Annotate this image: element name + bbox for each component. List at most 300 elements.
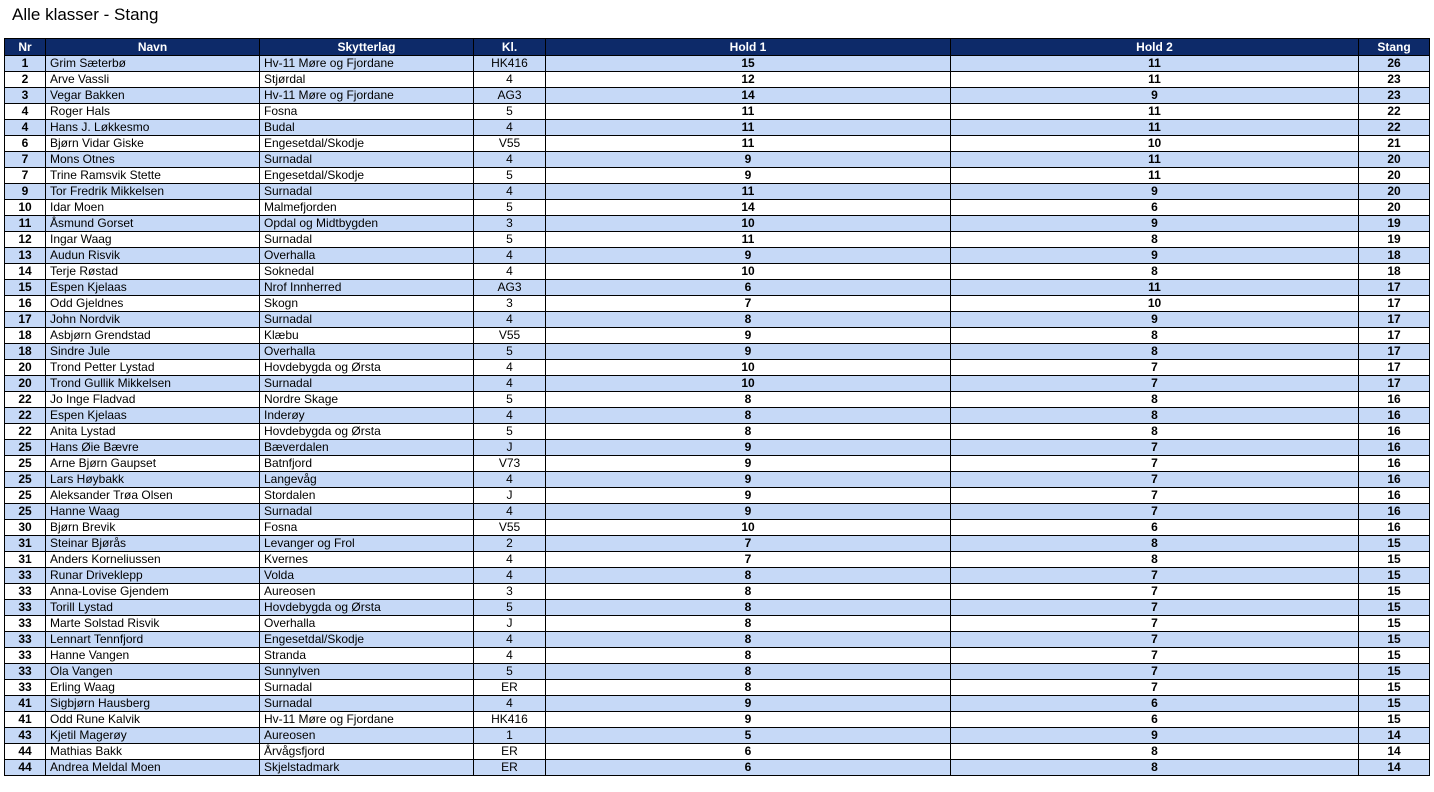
cell-hold-2: 9 xyxy=(951,248,1359,264)
cell-total: 16 xyxy=(1359,504,1430,520)
cell-name: Trine Ramsvik Stette xyxy=(46,168,260,184)
cell-rank: 7 xyxy=(5,152,46,168)
cell-name: Åsmund Gorset xyxy=(46,216,260,232)
table-row xyxy=(5,104,1430,120)
cell-total: 17 xyxy=(1359,312,1430,328)
cell-rank: 14 xyxy=(5,264,46,280)
cell-hold-1: 6 xyxy=(546,744,951,760)
cell-hold-2: 7 xyxy=(951,584,1359,600)
cell-hold-1: 11 xyxy=(546,136,951,152)
cell-total: 15 xyxy=(1359,648,1430,664)
table-row xyxy=(5,232,1430,248)
cell-hold-1: 7 xyxy=(546,536,951,552)
cell-class: 4 xyxy=(474,120,546,136)
cell-hold-1: 10 xyxy=(546,520,951,536)
cell-club: Overhalla xyxy=(260,344,474,360)
table-row xyxy=(5,760,1430,776)
cell-class: 5 xyxy=(474,344,546,360)
cell-rank: 33 xyxy=(5,584,46,600)
cell-club: Nordre Skage xyxy=(260,392,474,408)
cell-class: 5 xyxy=(474,600,546,616)
cell-class: 4 xyxy=(474,696,546,712)
table-row xyxy=(5,392,1430,408)
cell-class: V55 xyxy=(474,520,546,536)
cell-name: Tor Fredrik Mikkelsen xyxy=(46,184,260,200)
cell-class: 5 xyxy=(474,168,546,184)
table-row xyxy=(5,648,1430,664)
cell-hold-2: 11 xyxy=(951,120,1359,136)
cell-hold-1: 14 xyxy=(546,200,951,216)
cell-club: Malmefjorden xyxy=(260,200,474,216)
cell-rank: 25 xyxy=(5,504,46,520)
cell-hold-1: 8 xyxy=(546,600,951,616)
cell-hold-1: 8 xyxy=(546,648,951,664)
cell-club: Fosna xyxy=(260,104,474,120)
cell-hold-1: 9 xyxy=(546,456,951,472)
cell-total: 16 xyxy=(1359,392,1430,408)
cell-hold-2: 9 xyxy=(951,312,1359,328)
cell-total: 14 xyxy=(1359,744,1430,760)
table-row xyxy=(5,632,1430,648)
cell-hold-1: 10 xyxy=(546,264,951,280)
table-row xyxy=(5,72,1430,88)
cell-hold-2: 7 xyxy=(951,632,1359,648)
cell-name: Asbjørn Grendstad xyxy=(46,328,260,344)
table-row xyxy=(5,552,1430,568)
cell-club: Surnadal xyxy=(260,680,474,696)
cell-name: Odd Rune Kalvik xyxy=(46,712,260,728)
cell-club: Aureosen xyxy=(260,584,474,600)
cell-rank: 4 xyxy=(5,104,46,120)
table-row xyxy=(5,584,1430,600)
cell-class: ER xyxy=(474,680,546,696)
cell-class: 4 xyxy=(474,264,546,280)
table-row xyxy=(5,376,1430,392)
header-name[interactable]: Navn xyxy=(46,39,260,56)
cell-name: Trond Petter Lystad xyxy=(46,360,260,376)
cell-total: 15 xyxy=(1359,568,1430,584)
header-hold-2[interactable]: Hold 2 xyxy=(951,39,1359,56)
cell-rank: 1 xyxy=(5,56,46,72)
cell-rank: 4 xyxy=(5,120,46,136)
cell-hold-1: 8 xyxy=(546,568,951,584)
cell-total: 19 xyxy=(1359,232,1430,248)
cell-total: 23 xyxy=(1359,88,1430,104)
cell-club: Hovdebygda og Ørsta xyxy=(260,424,474,440)
cell-hold-2: 7 xyxy=(951,648,1359,664)
cell-total: 22 xyxy=(1359,104,1430,120)
table-row xyxy=(5,712,1430,728)
cell-total: 17 xyxy=(1359,280,1430,296)
cell-name: Sigbjørn Hausberg xyxy=(46,696,260,712)
cell-class: 4 xyxy=(474,152,546,168)
cell-total: 16 xyxy=(1359,440,1430,456)
cell-name: Espen Kjelaas xyxy=(46,280,260,296)
cell-hold-1: 10 xyxy=(546,360,951,376)
cell-hold-1: 8 xyxy=(546,632,951,648)
cell-total: 17 xyxy=(1359,328,1430,344)
cell-club: Surnadal xyxy=(260,184,474,200)
cell-hold-1: 8 xyxy=(546,680,951,696)
cell-hold-1: 14 xyxy=(546,88,951,104)
table-row xyxy=(5,88,1430,104)
cell-hold-2: 7 xyxy=(951,440,1359,456)
cell-name: Hanne Vangen xyxy=(46,648,260,664)
cell-club: Hovdebygda og Ørsta xyxy=(260,600,474,616)
table-row xyxy=(5,408,1430,424)
cell-rank: 15 xyxy=(5,280,46,296)
cell-name: Ola Vangen xyxy=(46,664,260,680)
cell-rank: 33 xyxy=(5,648,46,664)
cell-club: Bæverdalen xyxy=(260,440,474,456)
cell-club: Surnadal xyxy=(260,232,474,248)
cell-rank: 12 xyxy=(5,232,46,248)
header-club[interactable]: Skytterlag xyxy=(260,39,474,56)
cell-rank: 20 xyxy=(5,376,46,392)
cell-hold-2: 7 xyxy=(951,488,1359,504)
cell-class: 4 xyxy=(474,376,546,392)
cell-rank: 41 xyxy=(5,712,46,728)
cell-rank: 30 xyxy=(5,520,46,536)
cell-name: Erling Waag xyxy=(46,680,260,696)
cell-hold-1: 9 xyxy=(546,344,951,360)
cell-class: 5 xyxy=(474,424,546,440)
cell-class: 2 xyxy=(474,536,546,552)
cell-class: 5 xyxy=(474,232,546,248)
cell-class: V55 xyxy=(474,328,546,344)
cell-total: 15 xyxy=(1359,600,1430,616)
cell-rank: 6 xyxy=(5,136,46,152)
cell-rank: 41 xyxy=(5,696,46,712)
table-row xyxy=(5,696,1430,712)
cell-class: 4 xyxy=(474,248,546,264)
header-total[interactable]: Stang xyxy=(1359,39,1430,56)
page-title: Alle klasser - Stang xyxy=(12,5,159,24)
cell-club: Overhalla xyxy=(260,616,474,632)
cell-total: 15 xyxy=(1359,696,1430,712)
cell-hold-1: 8 xyxy=(546,424,951,440)
cell-name: Bjørn Brevik xyxy=(46,520,260,536)
cell-hold-2: 7 xyxy=(951,616,1359,632)
cell-club: Overhalla xyxy=(260,248,474,264)
cell-hold-2: 8 xyxy=(951,536,1359,552)
cell-name: Arne Bjørn Gaupset xyxy=(46,456,260,472)
cell-class: 4 xyxy=(474,72,546,88)
cell-total: 16 xyxy=(1359,424,1430,440)
cell-hold-1: 7 xyxy=(546,296,951,312)
cell-hold-1: 9 xyxy=(546,440,951,456)
cell-club: Levanger og Frol xyxy=(260,536,474,552)
cell-total: 20 xyxy=(1359,168,1430,184)
cell-hold-2: 7 xyxy=(951,600,1359,616)
cell-class: ER xyxy=(474,744,546,760)
cell-rank: 16 xyxy=(5,296,46,312)
cell-rank: 7 xyxy=(5,168,46,184)
cell-class: 4 xyxy=(474,312,546,328)
cell-hold-2: 8 xyxy=(951,328,1359,344)
cell-hold-2: 7 xyxy=(951,360,1359,376)
cell-hold-2: 7 xyxy=(951,680,1359,696)
table-row xyxy=(5,520,1430,536)
cell-club: Hv-11 Møre og Fjordane xyxy=(260,56,474,72)
cell-name: Steinar Bjørås xyxy=(46,536,260,552)
cell-total: 15 xyxy=(1359,712,1430,728)
cell-hold-2: 11 xyxy=(951,104,1359,120)
cell-rank: 18 xyxy=(5,328,46,344)
table-row xyxy=(5,600,1430,616)
cell-club: Årvågsfjord xyxy=(260,744,474,760)
cell-rank: 2 xyxy=(5,72,46,88)
cell-class: AG3 xyxy=(474,280,546,296)
cell-rank: 33 xyxy=(5,680,46,696)
cell-rank: 33 xyxy=(5,616,46,632)
cell-hold-2: 9 xyxy=(951,216,1359,232)
cell-hold-1: 8 xyxy=(546,664,951,680)
cell-total: 18 xyxy=(1359,248,1430,264)
cell-name: Jo Inge Fladvad xyxy=(46,392,260,408)
cell-hold-1: 8 xyxy=(546,408,951,424)
cell-club: Skogn xyxy=(260,296,474,312)
cell-rank: 3 xyxy=(5,88,46,104)
cell-total: 20 xyxy=(1359,184,1430,200)
cell-class: 5 xyxy=(474,104,546,120)
cell-club: Surnadal xyxy=(260,152,474,168)
cell-hold-2: 9 xyxy=(951,184,1359,200)
cell-hold-2: 6 xyxy=(951,520,1359,536)
cell-hold-1: 5 xyxy=(546,728,951,744)
cell-hold-1: 11 xyxy=(546,120,951,136)
cell-rank: 11 xyxy=(5,216,46,232)
cell-hold-2: 8 xyxy=(951,392,1359,408)
cell-club: Engesetdal/Skodje xyxy=(260,632,474,648)
cell-rank: 33 xyxy=(5,600,46,616)
cell-club: Nrof Innherred xyxy=(260,280,474,296)
table-row xyxy=(5,264,1430,280)
cell-total: 17 xyxy=(1359,296,1430,312)
cell-class: 4 xyxy=(474,632,546,648)
cell-rank: 22 xyxy=(5,408,46,424)
cell-hold-1: 9 xyxy=(546,712,951,728)
cell-name: Hans J. Løkkesmo xyxy=(46,120,260,136)
cell-club: Volda xyxy=(260,568,474,584)
cell-rank: 43 xyxy=(5,728,46,744)
cell-total: 15 xyxy=(1359,584,1430,600)
cell-total: 16 xyxy=(1359,520,1430,536)
cell-club: Skjelstadmark xyxy=(260,760,474,776)
cell-hold-2: 8 xyxy=(951,760,1359,776)
cell-club: Batnfjord xyxy=(260,456,474,472)
cell-rank: 44 xyxy=(5,760,46,776)
cell-name: Mathias Bakk xyxy=(46,744,260,760)
cell-rank: 31 xyxy=(5,536,46,552)
cell-hold-2: 10 xyxy=(951,296,1359,312)
header-class[interactable]: Kl. xyxy=(474,39,546,56)
table-row xyxy=(5,744,1430,760)
table-row xyxy=(5,136,1430,152)
cell-class: 1 xyxy=(474,728,546,744)
cell-hold-1: 9 xyxy=(546,488,951,504)
cell-class: 4 xyxy=(474,408,546,424)
cell-total: 16 xyxy=(1359,472,1430,488)
cell-hold-2: 11 xyxy=(951,152,1359,168)
cell-hold-2: 8 xyxy=(951,744,1359,760)
table-row xyxy=(5,728,1430,744)
cell-club: Surnadal xyxy=(260,312,474,328)
cell-name: Kjetil Magerøy xyxy=(46,728,260,744)
header-hold-1[interactable]: Hold 1 xyxy=(546,39,951,56)
table-row xyxy=(5,216,1430,232)
cell-hold-2: 7 xyxy=(951,456,1359,472)
table-row xyxy=(5,328,1430,344)
cell-rank: 20 xyxy=(5,360,46,376)
cell-hold-1: 11 xyxy=(546,232,951,248)
cell-class: 4 xyxy=(474,504,546,520)
cell-club: Kvernes xyxy=(260,552,474,568)
cell-class: J xyxy=(474,616,546,632)
cell-total: 23 xyxy=(1359,72,1430,88)
cell-hold-1: 6 xyxy=(546,280,951,296)
cell-hold-2: 7 xyxy=(951,504,1359,520)
cell-name: Torill Lystad xyxy=(46,600,260,616)
cell-club: Surnadal xyxy=(260,504,474,520)
cell-hold-1: 9 xyxy=(546,696,951,712)
cell-hold-2: 8 xyxy=(951,264,1359,280)
cell-rank: 44 xyxy=(5,744,46,760)
cell-hold-1: 9 xyxy=(546,248,951,264)
cell-name: Aleksander Trøa Olsen xyxy=(46,488,260,504)
cell-total: 20 xyxy=(1359,200,1430,216)
cell-rank: 10 xyxy=(5,200,46,216)
cell-class: 5 xyxy=(474,392,546,408)
cell-name: Anders Korneliussen xyxy=(46,552,260,568)
cell-name: Espen Kjelaas xyxy=(46,408,260,424)
table-row xyxy=(5,344,1430,360)
cell-hold-2: 7 xyxy=(951,664,1359,680)
table-row xyxy=(5,472,1430,488)
cell-hold-1: 6 xyxy=(546,760,951,776)
cell-hold-1: 12 xyxy=(546,72,951,88)
cell-club: Surnadal xyxy=(260,376,474,392)
cell-class: 4 xyxy=(474,552,546,568)
cell-name: Grim Sæterbø xyxy=(46,56,260,72)
cell-hold-2: 9 xyxy=(951,88,1359,104)
cell-total: 17 xyxy=(1359,344,1430,360)
cell-total: 15 xyxy=(1359,632,1430,648)
cell-hold-2: 11 xyxy=(951,280,1359,296)
cell-hold-1: 9 xyxy=(546,152,951,168)
cell-hold-2: 8 xyxy=(951,424,1359,440)
cell-hold-2: 10 xyxy=(951,136,1359,152)
cell-hold-2: 7 xyxy=(951,472,1359,488)
cell-name: Ingar Waag xyxy=(46,232,260,248)
cell-total: 17 xyxy=(1359,376,1430,392)
cell-hold-2: 11 xyxy=(951,168,1359,184)
table-body xyxy=(5,56,1430,776)
results-table xyxy=(4,38,1430,776)
cell-name: John Nordvik xyxy=(46,312,260,328)
cell-total: 17 xyxy=(1359,360,1430,376)
cell-hold-1: 15 xyxy=(546,56,951,72)
table-row xyxy=(5,424,1430,440)
cell-rank: 13 xyxy=(5,248,46,264)
cell-class: HK416 xyxy=(474,56,546,72)
cell-club: Engesetdal/Skodje xyxy=(260,168,474,184)
table-row xyxy=(5,184,1430,200)
cell-club: Hovdebygda og Ørsta xyxy=(260,360,474,376)
cell-hold-1: 8 xyxy=(546,584,951,600)
cell-hold-1: 9 xyxy=(546,328,951,344)
header-nr[interactable]: Nr xyxy=(5,39,46,56)
table-row xyxy=(5,536,1430,552)
cell-rank: 22 xyxy=(5,424,46,440)
table-row xyxy=(5,440,1430,456)
cell-rank: 33 xyxy=(5,664,46,680)
table-row xyxy=(5,120,1430,136)
cell-hold-2: 8 xyxy=(951,552,1359,568)
cell-total: 15 xyxy=(1359,616,1430,632)
table-row xyxy=(5,168,1430,184)
cell-total: 18 xyxy=(1359,264,1430,280)
cell-rank: 31 xyxy=(5,552,46,568)
cell-club: Klæbu xyxy=(260,328,474,344)
cell-club: Hv-11 Møre og Fjordane xyxy=(260,88,474,104)
cell-club: Stordalen xyxy=(260,488,474,504)
cell-name: Bjørn Vidar Giske xyxy=(46,136,260,152)
cell-name: Anita Lystad xyxy=(46,424,260,440)
cell-name: Audun Risvik xyxy=(46,248,260,264)
cell-club: Inderøy xyxy=(260,408,474,424)
cell-hold-1: 9 xyxy=(546,168,951,184)
table-row xyxy=(5,56,1430,72)
cell-hold-1: 8 xyxy=(546,616,951,632)
cell-club: Budal xyxy=(260,120,474,136)
cell-rank: 17 xyxy=(5,312,46,328)
cell-class: ER xyxy=(474,760,546,776)
table-row xyxy=(5,664,1430,680)
cell-name: Odd Gjeldnes xyxy=(46,296,260,312)
table-row xyxy=(5,312,1430,328)
cell-rank: 33 xyxy=(5,632,46,648)
cell-total: 15 xyxy=(1359,664,1430,680)
table-row xyxy=(5,152,1430,168)
cell-hold-2: 7 xyxy=(951,376,1359,392)
cell-rank: 33 xyxy=(5,568,46,584)
cell-total: 19 xyxy=(1359,216,1430,232)
cell-class: 4 xyxy=(474,360,546,376)
cell-total: 26 xyxy=(1359,56,1430,72)
cell-class: AG3 xyxy=(474,88,546,104)
cell-name: Sindre Jule xyxy=(46,344,260,360)
cell-class: V73 xyxy=(474,456,546,472)
cell-hold-2: 7 xyxy=(951,568,1359,584)
cell-hold-2: 6 xyxy=(951,200,1359,216)
cell-name: Vegar Bakken xyxy=(46,88,260,104)
cell-hold-2: 6 xyxy=(951,696,1359,712)
cell-hold-2: 8 xyxy=(951,344,1359,360)
cell-class: HK416 xyxy=(474,712,546,728)
table-row xyxy=(5,680,1430,696)
cell-name: Lars Høybakk xyxy=(46,472,260,488)
cell-class: 5 xyxy=(474,200,546,216)
cell-club: Stjørdal xyxy=(260,72,474,88)
cell-club: Engesetdal/Skodje xyxy=(260,136,474,152)
cell-rank: 25 xyxy=(5,456,46,472)
cell-total: 20 xyxy=(1359,152,1430,168)
cell-class: V55 xyxy=(474,136,546,152)
cell-club: Surnadal xyxy=(260,696,474,712)
table-row xyxy=(5,568,1430,584)
cell-name: Hans Øie Bævre xyxy=(46,440,260,456)
